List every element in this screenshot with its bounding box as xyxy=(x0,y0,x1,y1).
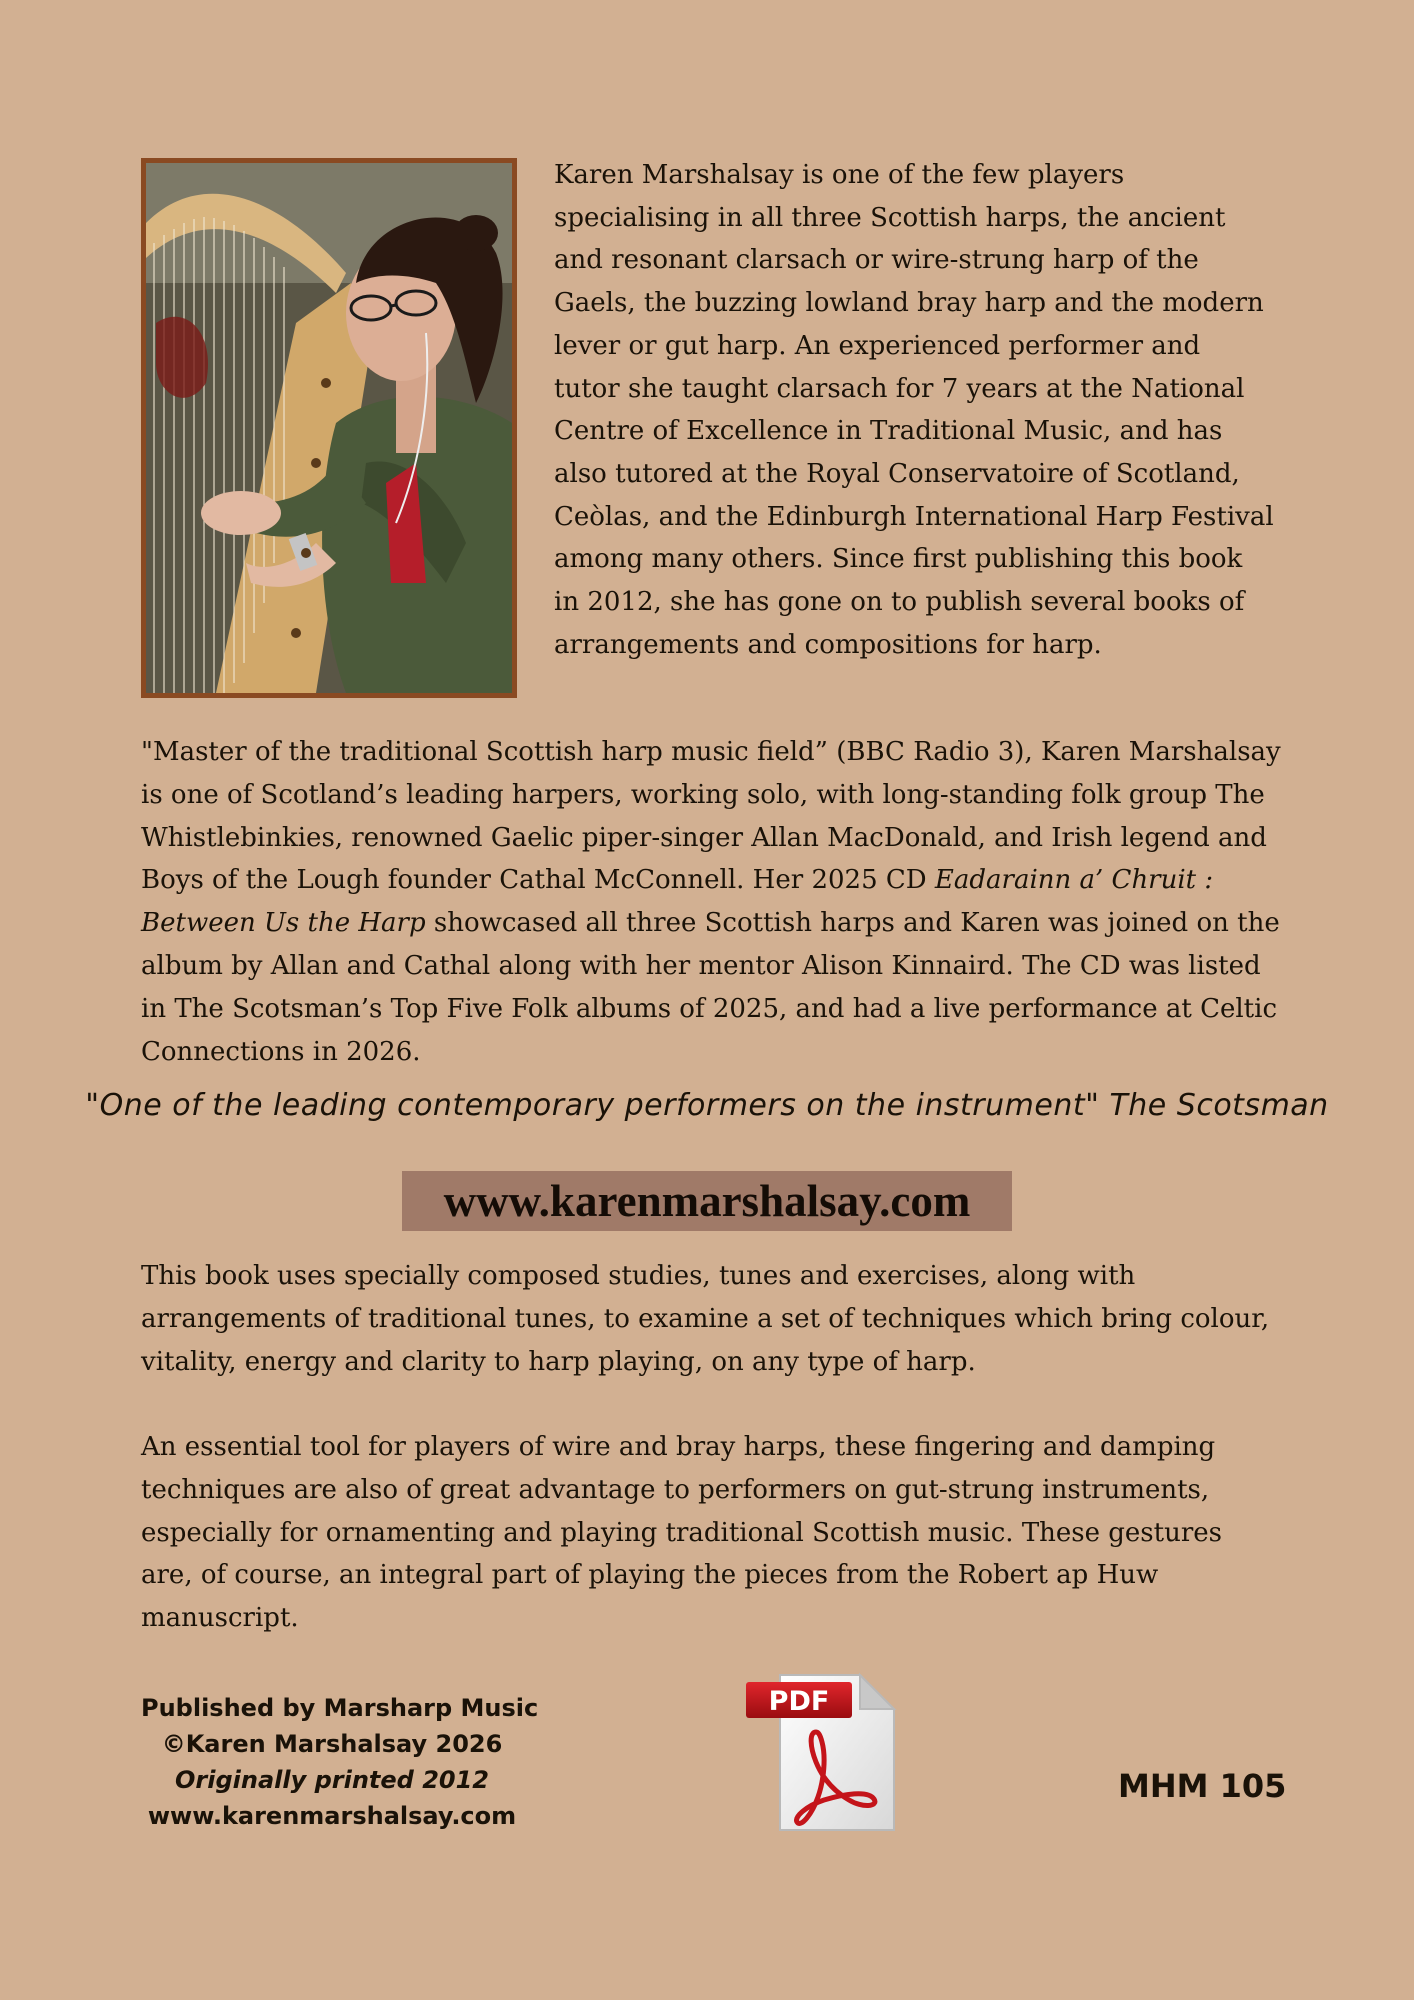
harpist-illustration xyxy=(146,163,512,693)
pdf-label: PDF xyxy=(768,1686,830,1717)
bio-career xyxy=(141,731,1281,1073)
catalog-code: MHM 105 xyxy=(1118,1767,1287,1805)
publisher-info xyxy=(141,1690,539,1834)
publisher-line: Published by Marsharp Music xyxy=(141,1694,539,1722)
bio-career-start: "Master of the traditional Scottish harp music field” (BBC Radio 3), Karen Marshalsay is one of Scotland’s leading harpers, working solo, with long-standing folk group The Whistlebinkies, renowned Gaelic piper-singer Allan MacDonald, and Irish legend and Boys of the Lough founder Cathal McConnell. Her 2025 CD xyxy=(141,737,1281,896)
book-description: This book uses specially composed studies, tunes and exercises, along with arrangements of traditional tunes, to examine a set of techniques which bring colour, vitality, energy and clarity to harp playing, on any type of harp. xyxy=(141,1261,1270,1377)
copyright-line: ©Karen Marshalsay 2026 xyxy=(161,1730,503,1758)
press-quote: "One of the leading contemporary performers on the instrument" The Scotsman xyxy=(85,1088,1329,1123)
bio-intro: Karen Marshalsay is one of the few players specialising in all three Scottish harps, the ancient and resonant clarsach or wire-strung harp of the Gaels, the buzzing lowland bray harp and the modern lever or gut harp. An experienced performer and tutor she taught clarsach for 7 years at the National Centre of Excellence in Traditional Music, and has also tutored at the Royal Conservatoire of Scotland, Ceòlas, and the Edinburgh International Harp Festival among many others. Since first publishing this book in 2012, she has gone on to publish several books of arrangements and compositions for harp. xyxy=(554,160,1274,660)
original-print-line: Originally printed 2012 xyxy=(174,1766,489,1794)
publisher-website[interactable]: www.karenmarshalsay.com xyxy=(147,1802,517,1830)
harpist-photo xyxy=(141,158,517,698)
book-description-techniques: An essential tool for players of wire and bray harps, these fingering and damping techniques are also of great advantage to performers on gut-strung instruments, especially for ornamenting and playing traditional Scottish music. These gestures are, of course, an integral part of playing the pieces from the Robert ap Huw manuscript. xyxy=(141,1432,1223,1634)
bio-career-end: showcased all three Scottish harps and Karen was joined on the album by Allan and Cathal along with her mentor Alison Kinnaird. The CD was listed in The Scotsman’s Top Five Folk albums of 2025, and had a live performance at Celtic Connections in 2026. xyxy=(141,908,1280,1067)
pdf-file-icon xyxy=(744,1672,898,1832)
album-title: Eadarainn a’ Chruit : Between Us the Harp xyxy=(141,865,1214,939)
website-link[interactable]: www.karenmarshalsay.com xyxy=(402,1171,1012,1231)
